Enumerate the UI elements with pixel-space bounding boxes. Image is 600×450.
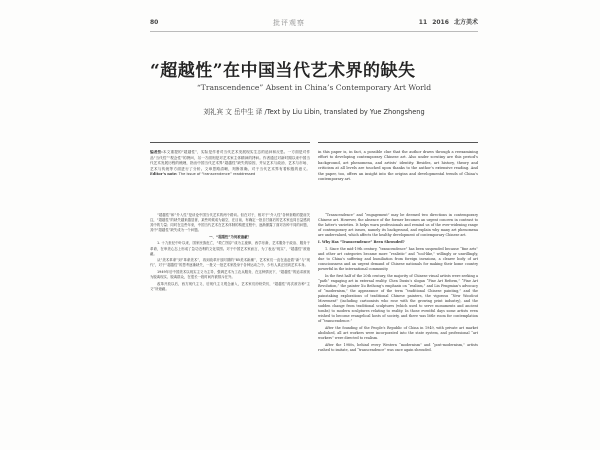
body-en-paragraph: “Transcendence” and “engagement” may be deemed two directions in contemporary Chinese art. However, the absence of the former becomes an urgent concern in contrast to the latter’s varieties. It helps warn professionals and remind us of the ever-widening range of contemporary art issues, namely its background, and explain why many art phenomena are undervalued, which affects the healthy development of contemporary Chinese art. — [318, 213, 478, 238]
editor-note-label: Editor’s note: — [150, 172, 178, 177]
body-en-paragraph: After the founding of the People’s Republic of China in 1949, with private art market abolished, all art workers were incorporated into the state system, and professional “art workers” were directed to realism. — [318, 325, 478, 341]
body-cn-paragraph: 改革开放以后，西方现代主义、后现代主义观念涌入，艺术家们纷纷效仿，“超越性”再次被各种“主义”所遮蔽。 — [150, 281, 310, 291]
abstract-en-text: in this paper is, in fact, a possible clue that the author draws through a reexamining effort to developing contemporary Chinese art. Also under scrutiny are this period’s background, art phenomena, and artists’ identity. Besides, art history, theory and criticism at all levels are touched upon thanks to the author’s extensive reading. And the paper, too, offers an insight into the origins and developmental trends of China’s contemporary art. — [318, 150, 478, 182]
body-en-paragraph: In the first half of the 20th century, the majority of Chinese visual artists were seeking a “path” engaging art in external reality. Chen Duxiu’s slogan “Fine Art Reform,” “Fine Art Revolution,” the painter Xu Beihong’s emphasis on “realism,” and Lin Fengmian’s advocacy of “modernism,” the appearance of the term “traditional Chinese painting,” and the painstaking explorations of traditional Chinese painters, the vigorous “New Woodcut Movement” (including cartoonists who rose with the growing print industry), and the sudden change from traditional sculptures (which used to serve monuments and ancient tombs) to modern sculptures relating to reality. In those eventful days some artists even wished to become evangelical hosts of society, and there was little room for contemplation of “transcendence.” — [318, 273, 478, 324]
body-en-paragraph: After the 1980s, behind every Western “modernism” and “post-modernism,” artists rushed to imitate, and “transcendence” was once again shrouded. — [318, 342, 478, 352]
body-cn-paragraph: “超越性”和“介入性”是谈论中国当代艺术的两个路向。但在对于，相对于“介入性”各种套路的提前关注，“超越性”的缺失越来越显著，某些时候成为悬空，在目前，有确定一批自甘落后的艺术家也同日益感到其中的力量；同时在这些年来，中国当代艺术在艺术体制的构建过程中，逐渐暴露了面对各种不同的问题，其中“超越性”缺失成为一个问题。 — [150, 213, 310, 233]
editor-note-text: The issue of “transcendence” readdressed — [178, 172, 256, 177]
column-title: 批评观察 — [273, 19, 305, 27]
article-title-cn: “超越性”在中国当代艺术界的缺失 — [150, 61, 416, 81]
abstract-en — [318, 150, 478, 196]
body-column-cn — [150, 213, 310, 450]
issue-info: 11 2016 北方美术 — [418, 19, 478, 26]
abstract-cn-lead: 编者按: — [150, 150, 163, 154]
abstract-rule-right — [318, 142, 478, 143]
body-cn-paragraph: 从“美术革命”到“革命美术”，再到改革开放时期的“85美术新潮”，艺术家们一直在追赶着“新”与“现代”，对于“超越性”的思考逐渐缺失，一批又一批艺术家投身于各种运动之中，少有人真正回到艺术本身。 — [150, 258, 310, 268]
body-column-en — [318, 213, 478, 450]
body-cn-paragraph: 1949年后中国美术以现实主义为主导，强调艺术为工农兵服务，在这种情况下，“超越性”的追求被视为脱离现实、脱离群众，在很长一段时间内被排斥在外。 — [150, 269, 310, 280]
body-en-paragraph: 1. Since the mid-19th century, “transcendence” has been suspended because “fine arts” and other art categories became more “realistic” and “tool-like,” willingly or unwillingly, due to China’s suffering and humiliation from foreign invasions, a clearer body of art consciousness and an urgent demand of Chinese nationals for making their home country powerful in the international community. — [318, 246, 478, 271]
article-title-en: “Transcendence” Absent in China’s Contemporary Art World — [196, 83, 432, 92]
section-heading-en: I. Why Has “Transcendence” Been Shrouded? — [318, 239, 405, 244]
abstract-rule-left — [150, 142, 310, 143]
section-heading-cn: 一、“超越性”为何被遮蔽？ — [209, 234, 251, 239]
byline: 刘礼宾 文 岳中生 译 /Text by Liu Libin, translated by Yue Zhongsheng — [203, 108, 425, 116]
running-head — [150, 17, 478, 29]
page-number: 80 — [150, 19, 159, 26]
abstract-cn — [150, 150, 310, 205]
body-cn-paragraph: 1. 十九世纪中叶以来，国家民族危亡，“救亡图存”成为主旋律，西学东渐，艺术服务于政治、服务于革命，在审美心态上形成了急功近利的文化氛围。对于中国艺术家而言，为了表达“现实”，“超越性”被遮蔽。 — [150, 241, 310, 256]
header-rule — [150, 31, 478, 32]
abstract-cn-text: 本文重提的“超越性”，实际是作者对当代艺术发展现实生态的追问和反思。一方面是对作品“当代性”“观念性”的拷问，另一方面则是对艺术家主体精神的拷问。作者通过对新时期以来中国当代艺术发展历程的梳理，指出中国当代艺术界“超越性”缺失的原因，并从艺术与政治、艺术与市场、艺术与传统等方面进行了分析。文章思路清晰，判断准确，对于当代艺术界有着积极的意义。 — [150, 150, 310, 171]
